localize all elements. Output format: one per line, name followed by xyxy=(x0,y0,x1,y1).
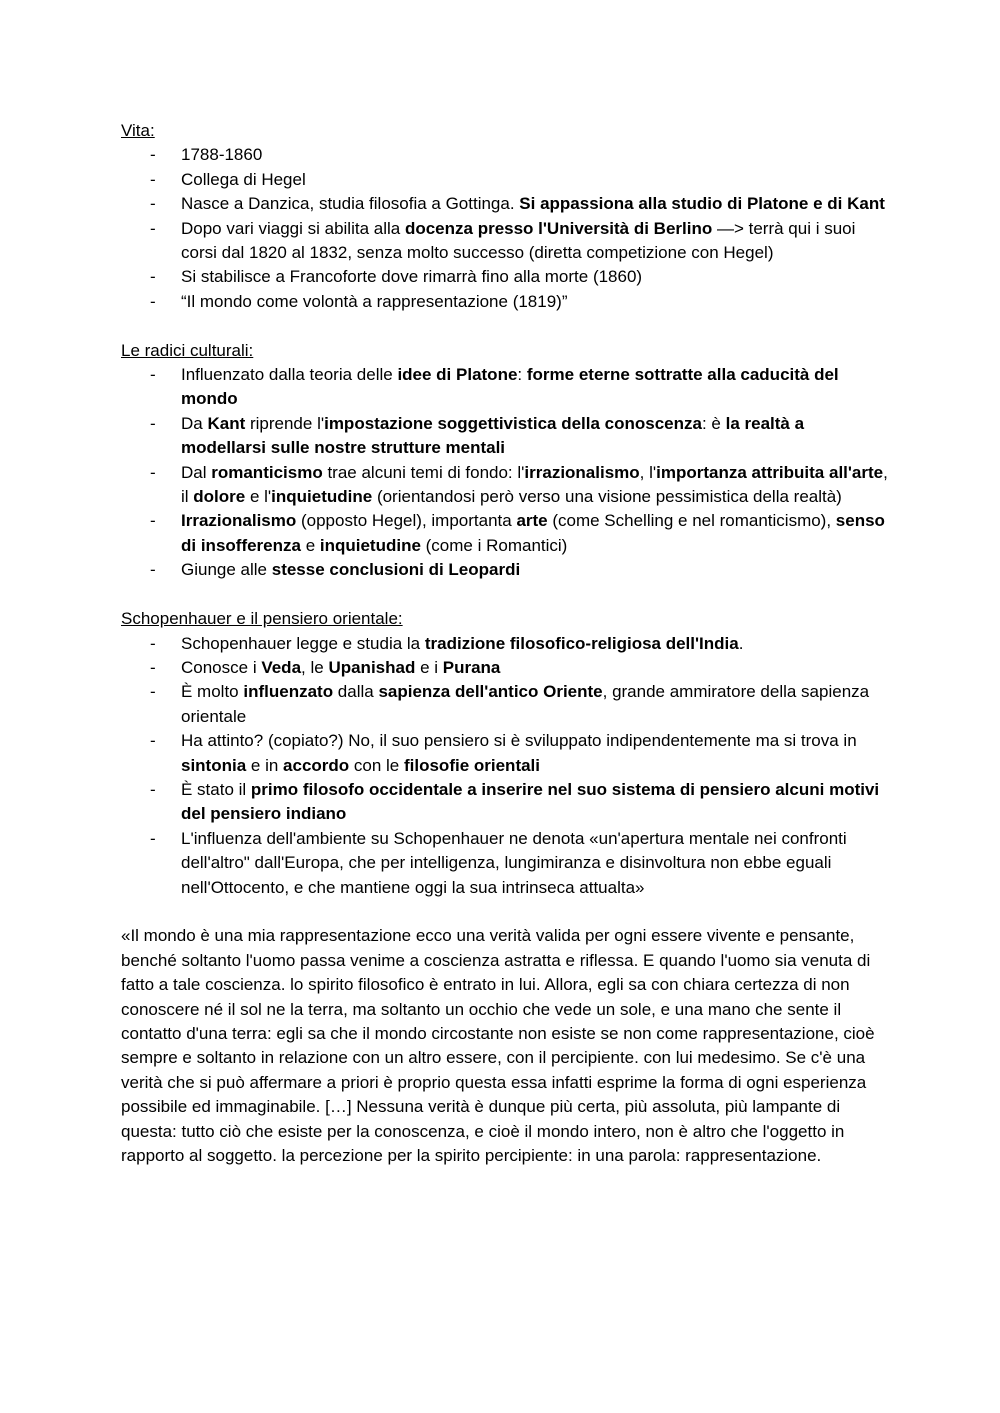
text-segment: (opposto Hegel), importanta xyxy=(296,511,517,531)
text-segment: , grande ammiratore della sapienza orientale xyxy=(181,682,870,726)
list-item xyxy=(181,363,891,412)
bold-text: sintonia xyxy=(181,755,247,775)
bullet-list xyxy=(121,143,891,314)
quote-paragraph: «Il mondo è una mia rappresentazione ecco una verità valida per ogni essere vivente e pensante, benché soltanto l'uomo passa venime a coscienza astratta e riflessa. E quando l'uomo sia venuta di fatto a tale coscienza. lo spirito filosofico è entrato in lui. Allora, egli sa con chiara certezza di non conoscere né il sol ne la terra, ma soltanto un occhio che vede un sole, e una mano che sente il contatto d'una terra: egli sa che il mondo circostante non esiste se non come rappresentazione, cioè sempre e soltanto in relazione con un altro essere, con il percipiente. con lui medesimo. Se c'è una verità che si può affermare a priori è proprio questa essa infatti esprime la forma di ogni esperienza possibile ed immaginabile. […] Nessuna verità è dunque più certa, più assoluta, più lampante di questa: tutto ciò che esiste per la conoscenza, e cioè il mondo intero, non è altro che l'oggetto in rapporto al soggetto. la percezione per la spirito percipiente: in una parola: rappresentazione. xyxy=(121,926,875,1166)
list-item xyxy=(181,509,891,558)
spacer xyxy=(121,900,891,924)
text-segment: È molto xyxy=(181,682,244,702)
spacer xyxy=(121,583,891,607)
text-segment: (orientandosi però verso una visione pessimistica della realtà) xyxy=(372,487,842,507)
text-segment: trae alcuni temi di fondo: l' xyxy=(322,462,525,482)
bold-text: filosofie orientali xyxy=(403,755,541,775)
text-segment: e xyxy=(300,535,320,555)
bold-text: importanza attribuita all'arte xyxy=(656,462,884,482)
text-segment: Dal xyxy=(181,462,212,482)
list-item xyxy=(181,412,891,461)
bold-text: influenzato xyxy=(243,682,334,702)
list-item xyxy=(181,729,891,778)
text-segment: Nasce a Danzica, studia filosofia a Gottinga. xyxy=(181,194,520,214)
text-segment: : xyxy=(517,365,527,385)
section-radici-culturali xyxy=(121,339,891,583)
bold-text: impostazione soggettivistica della conoscenza xyxy=(324,413,702,433)
bold-text: arte xyxy=(516,511,548,531)
bold-text: Kant xyxy=(207,413,246,433)
list-item xyxy=(181,778,891,827)
bold-text: senso di insofferenza xyxy=(181,511,885,555)
text-segment: dalla xyxy=(333,682,379,702)
bullet-list xyxy=(121,363,891,583)
list-item xyxy=(181,217,891,266)
bold-text: accordo xyxy=(283,755,350,775)
bold-text: dolore xyxy=(193,487,246,507)
section-title xyxy=(121,339,891,363)
bold-text: forme eterne sottratte alla caducità del mondo xyxy=(181,365,839,409)
text-segment: Influenzato dalla teoria delle xyxy=(181,365,398,385)
list-item xyxy=(181,632,891,656)
bold-text: Si appassiona alla studio di Platone e di Kant xyxy=(519,194,885,214)
bold-text: Purana xyxy=(442,657,501,677)
section-title-text: Le radici culturali: xyxy=(121,340,254,360)
section-vita xyxy=(121,119,891,314)
text-segment: Da xyxy=(181,413,208,433)
list-item xyxy=(181,680,891,729)
bold-text: tradizione filosofico-religiosa dell'India xyxy=(424,633,739,653)
section-title-text: Schopenhauer e il pensiero orientale: xyxy=(121,609,403,629)
section-title xyxy=(121,119,891,143)
bold-text: stesse conclusioni di Leopardi xyxy=(271,560,521,580)
text-segment: (come Schelling e nel romanticismo), xyxy=(547,511,836,531)
section-title-text: Vita xyxy=(121,121,150,140)
list-item xyxy=(181,192,891,216)
list-item xyxy=(181,558,891,582)
bold-text: romanticismo xyxy=(211,462,323,482)
text-segment: e i xyxy=(415,657,443,677)
text-segment: —> terrà qui i suoi corsi dal 1820 al 1832, senza molto successo (diretta competizione con Hegel) xyxy=(181,218,856,263)
list-item xyxy=(181,168,891,192)
text-segment: e in xyxy=(246,755,284,775)
bold-text: irrazionalismo xyxy=(524,462,640,482)
text-segment: “Il mondo come volontà a rappresentazione (1819)” xyxy=(181,291,568,311)
bold-text: Irrazionalismo xyxy=(181,511,297,531)
list-item xyxy=(181,143,891,167)
text-segment: , le xyxy=(301,657,329,677)
bold-text: la realtà a modellarsi sulle nostre strutture mentali xyxy=(181,413,805,458)
bold-text: primo filosofo occidentale a inserire nel suo sistema di pensiero alcuni motivi del pensiero indiano xyxy=(181,779,880,824)
list-item xyxy=(181,827,891,900)
bold-text: inquietudine xyxy=(319,535,421,555)
spacer xyxy=(121,314,891,338)
text-segment: Schopenhauer legge e studia la xyxy=(181,633,425,653)
text-segment: 1788-1860 xyxy=(181,145,263,165)
list-item xyxy=(181,461,891,510)
text-segment: Dopo vari viaggi si abilita alla xyxy=(181,218,405,238)
list-item xyxy=(181,290,891,314)
text-segment: È stato il xyxy=(181,779,251,799)
bold-text: Veda xyxy=(261,657,302,677)
bold-text: sapienza dell'antico Oriente xyxy=(378,682,603,702)
list-item xyxy=(181,656,891,680)
text-segment: con le xyxy=(349,755,404,775)
bold-text: Upanishad xyxy=(328,657,416,677)
text-segment: Si stabilisce a Francoforte dove rimarrà fino alla morte (1860) xyxy=(181,267,643,287)
text-segment: Conosce i xyxy=(181,657,262,677)
text-segment: e l' xyxy=(245,487,272,507)
list-item xyxy=(181,265,891,289)
bold-text: docenza presso l'Università di Berlino xyxy=(404,218,713,238)
text-segment: (come i Romantici) xyxy=(420,535,568,555)
bold-text: idee di Platone xyxy=(397,365,518,385)
text-segment: . xyxy=(738,633,744,653)
text-segment: L'influenza dell'ambiente su Schopenhauer ne denota «un'apertura mentale nei confronti dell'altro" dall'Europa, che per intelligenza, lungimiranza e disinvoltura non ebbe eguali nell'Ottocento, e che mantiene oggi la sua intrinseca attualta» xyxy=(181,828,847,897)
bullet-list xyxy=(121,632,891,900)
document-page xyxy=(121,119,891,1168)
text-segment: Ha attinto? (copiato?) No, il suo pensiero si è sviluppato indipendentemente ma si trova in xyxy=(181,731,857,751)
section-title xyxy=(121,607,891,631)
text-segment: , l' xyxy=(639,462,657,482)
text-segment: : è xyxy=(701,413,726,433)
text-segment: riprende l' xyxy=(245,413,325,433)
text-segment: Collega di Hegel xyxy=(181,169,306,189)
text-segment: , il xyxy=(181,462,888,507)
section-title-colon: : xyxy=(150,121,155,140)
text-segment: Giunge alle xyxy=(181,560,272,580)
bold-text: inquietudine xyxy=(271,487,373,507)
section-pensiero-orientale xyxy=(121,607,891,900)
